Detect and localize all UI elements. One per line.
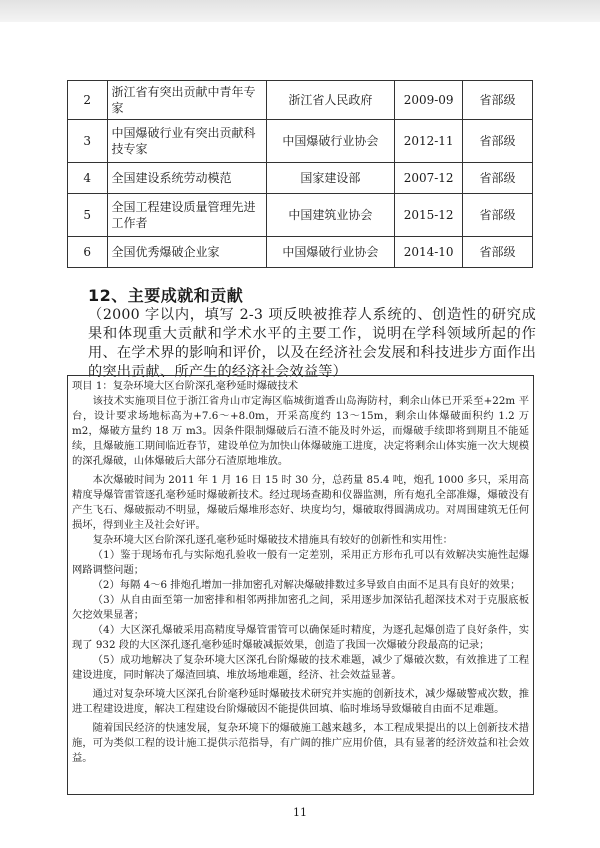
row-index: 3 [68, 120, 108, 163]
row-index: 4 [68, 163, 108, 194]
section-title: 12、主要成就和贡献 [88, 286, 244, 305]
honor-name: 中国爆破行业有突出贡献科技专家 [107, 120, 266, 163]
paragraph-innovation-intro: 复杂环境大区台阶深孔逐孔毫秒延时爆破技术措施具有较好的创新性和实用性： [92, 534, 453, 546]
table-row [68, 163, 533, 194]
honor-name: 浙江省有突出贡献中青年专家 [107, 81, 266, 120]
row-index: 2 [68, 81, 108, 120]
award-level: 省部级 [463, 194, 533, 237]
granting-organization: 中国建筑业协会 [266, 194, 395, 237]
award-date: 2014-10 [395, 237, 463, 268]
table-row [68, 194, 533, 237]
granting-organization: 中国爆破行业协会 [266, 237, 395, 268]
honor-name: 全国工程建设质量管理先进工作者 [107, 194, 266, 237]
honor-name: 全国优秀爆破企业家 [107, 237, 266, 268]
row-index: 5 [68, 194, 108, 237]
list-item: （3）从自由面至第一加密排和相邻两排加密孔之间，采用逐步加深钻孔超深技术对于克服底板欠挖效果显著； [72, 594, 529, 621]
table-row [68, 120, 533, 163]
row-index: 6 [68, 237, 108, 268]
scan-top-band [0, 0, 600, 22]
project-title: 项目 1：复杂环境大区台阶深孔毫秒延时爆破技术 [72, 380, 299, 392]
page-number: 11 [293, 806, 307, 819]
paragraph-blast-result: 本次爆破时间为 2011 年 1 月 16 日 15 时 30 分，总药量 85.4 吨，炮孔 1000 多只，采用高精度导爆管雷管逐孔毫秒延时爆破新技术。经过现场查勘和仪器监测，所有炮孔全部准爆，爆破没有产生飞石、爆破振动不明显，爆破后爆堆形态好、块度均匀，爆破取得圆满成功。对周围建筑无任何损坏，得到业主及社会好评。 [72, 474, 529, 531]
award-level: 省部级 [463, 237, 533, 268]
granting-organization: 中国爆破行业协会 [266, 120, 395, 163]
award-date: 2009-09 [395, 81, 463, 120]
award-level: 省部级 [463, 120, 533, 163]
granting-organization: 浙江省人民政府 [266, 81, 395, 120]
award-date: 2015-12 [395, 194, 463, 237]
section-instructions: （2000 字以内，填写 2-3 项反映被推荐人系统的、创造性的研究成果和体现重大贡献和学术水平的主要工作，说明在学科领域所起的作用、在学术界的影响和评价，以及在经济社会发展和科技进步方面作出的突出贡献、所产生的经济社会效益等） [88, 307, 536, 380]
table-row [68, 81, 533, 120]
table-row [68, 237, 533, 268]
paragraph-outlook: 随着国民经济的快速发展，复杂环境下的爆破施工越来越多，本工程成果提出的以上创新技术措施，可为类似工程的设计施工提供示范指导，有广阔的推广应用价值，具有显著的经济效益和社会效益。 [72, 722, 529, 764]
list-item: （4）大区深孔爆破采用高精度导爆管雷管可以确保延时精度，为逐孔起爆创造了良好条件，实现了 932 段的大区深孔逐孔毫秒延时爆破减振效果，创造了我国一次爆破分段最高的记录； [72, 624, 529, 651]
honor-name: 全国建设系统劳动模范 [107, 163, 266, 194]
paragraph-project-background: 该技术实施项目位于浙江省舟山市定海区临城街道香山岛海防村，剩余山体已开采至+22m 平台，设计要求场地标高为+7.6～+8.0m，开采高度约 13～15m，剩余山体爆破面积约 1.2 万 m2，爆破方量约 18 万 m3。因条件限制爆破后石渣不能及时外运，而爆破手续即将到期且不能延续，且爆破施工期间临近春节，建设单位为加快山体爆破施工进度，决定将剩余山体实施一次大规模的深孔爆破，山体爆破后大部分石渣原地堆放。 [72, 395, 529, 467]
achievements-content-box [67, 375, 534, 795]
list-item: （1）鉴于现场布孔与实际炮孔验收一般有一定差别，采用正方形布孔可以有效解决实施性起爆网路调整问题； [72, 549, 529, 576]
paragraph-summary: 通过对复杂环境大区深孔台阶毫秒延时爆破技术研究并实施的创新技术，减少爆破警戒次数，推进工程建设进度，解决工程建设台阶爆破因不能提供回填、临时堆场导致爆破自由面不足难题。 [72, 688, 529, 715]
award-level: 省部级 [463, 163, 533, 194]
list-item: （2）每隔 4～6 排炮孔增加一排加密孔对解决爆破排数过多导致自由面不足具有良好的效果； [92, 579, 521, 591]
list-item: （5）成功地解决了复杂环境大区深孔台阶爆破的技术难题，减少了爆破次数，有效推进了工程建设进度，同时解决了爆渣回填、堆放场地难题，经济、社会效益显著。 [72, 654, 529, 681]
award-level: 省部级 [463, 81, 533, 120]
granting-organization: 国家建设部 [266, 163, 395, 194]
award-date: 2007-12 [395, 163, 463, 194]
award-date: 2012-11 [395, 120, 463, 163]
honors-table [67, 80, 533, 268]
